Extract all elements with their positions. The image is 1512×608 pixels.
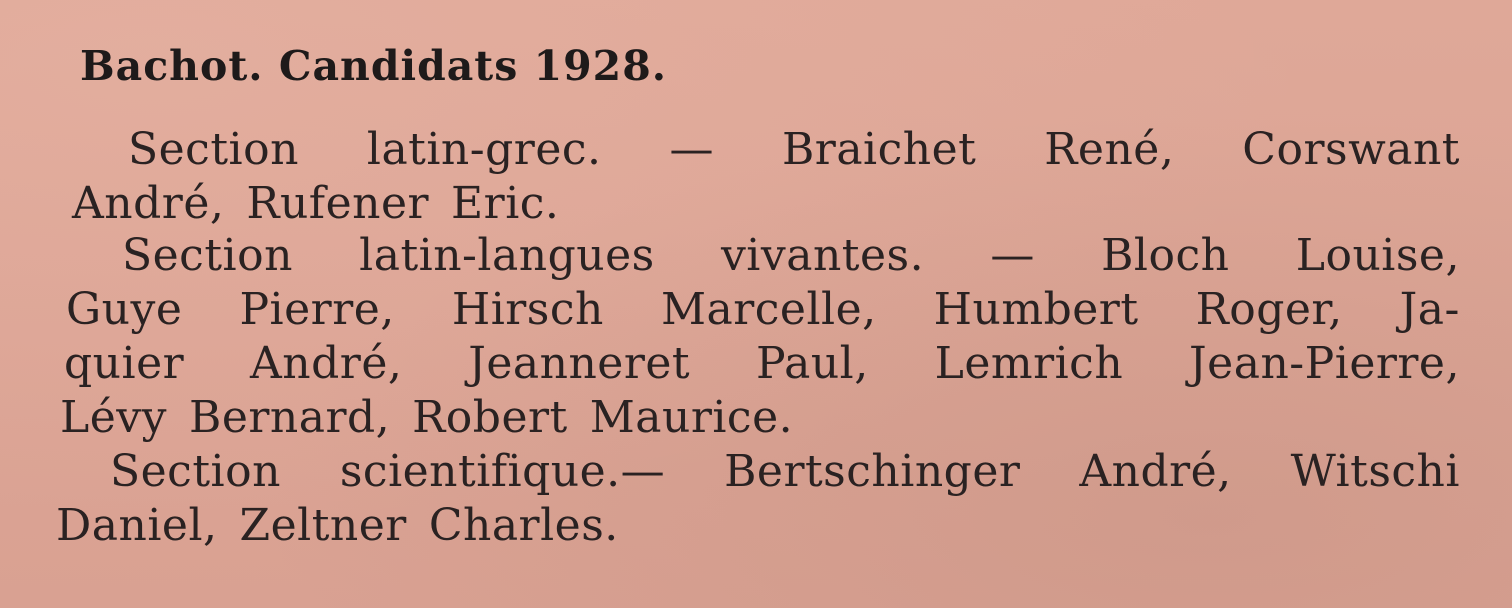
word: — — [990, 230, 1035, 281]
word: vivantes. — [720, 230, 925, 281]
word: Jean-Pierre, — [1189, 338, 1460, 389]
word: Bertschinger — [724, 446, 1021, 497]
word: André, — [72, 178, 225, 229]
word: Witschi — [1290, 446, 1460, 497]
word: Marcelle, — [660, 284, 877, 335]
word: Eric. — [451, 178, 560, 229]
word: Braichet — [781, 124, 977, 175]
word: scientifique.— — [339, 446, 666, 497]
word: Lemrich — [934, 338, 1124, 389]
document-heading: Bachot. Candidats 1928. — [80, 42, 667, 90]
word: Daniel, — [56, 500, 218, 551]
word: Humbert — [933, 284, 1139, 335]
word: latin-langues — [359, 230, 655, 281]
word: Bloch — [1101, 230, 1230, 281]
word: Bernard, — [188, 392, 391, 443]
text-line-8 — [56, 500, 756, 552]
word: quier — [64, 338, 185, 389]
word: Roger, — [1195, 284, 1343, 335]
word: Louise, — [1295, 230, 1460, 281]
word: Pierre, — [239, 284, 395, 335]
text-line-5 — [64, 338, 1460, 390]
word: Jeanneret — [468, 338, 691, 389]
word: Charles. — [428, 500, 619, 551]
word: Paul, — [755, 338, 869, 389]
word: André, — [1079, 446, 1232, 497]
word: Guye — [66, 284, 183, 335]
text-line-1 — [128, 124, 1460, 176]
word: Section — [110, 446, 281, 497]
word: Maurice. — [589, 392, 794, 443]
text-line-7 — [110, 446, 1460, 498]
text-line-3 — [122, 230, 1460, 282]
word: latin-grec. — [366, 124, 602, 175]
text-line-2 — [72, 178, 772, 230]
word: Zeltner — [239, 500, 407, 551]
word: Hirsch — [451, 284, 604, 335]
word: Section — [122, 230, 293, 281]
word: René, — [1044, 124, 1175, 175]
word: Rufener — [246, 178, 430, 229]
text-line-6 — [60, 392, 960, 444]
word: Lévy — [60, 392, 167, 443]
word: Ja- — [1399, 284, 1460, 335]
text-line-4 — [66, 284, 1460, 336]
word: Section — [128, 124, 299, 175]
word: André, — [250, 338, 403, 389]
word: Robert — [412, 392, 568, 443]
word: Corswant — [1242, 124, 1460, 175]
word: — — [669, 124, 714, 175]
